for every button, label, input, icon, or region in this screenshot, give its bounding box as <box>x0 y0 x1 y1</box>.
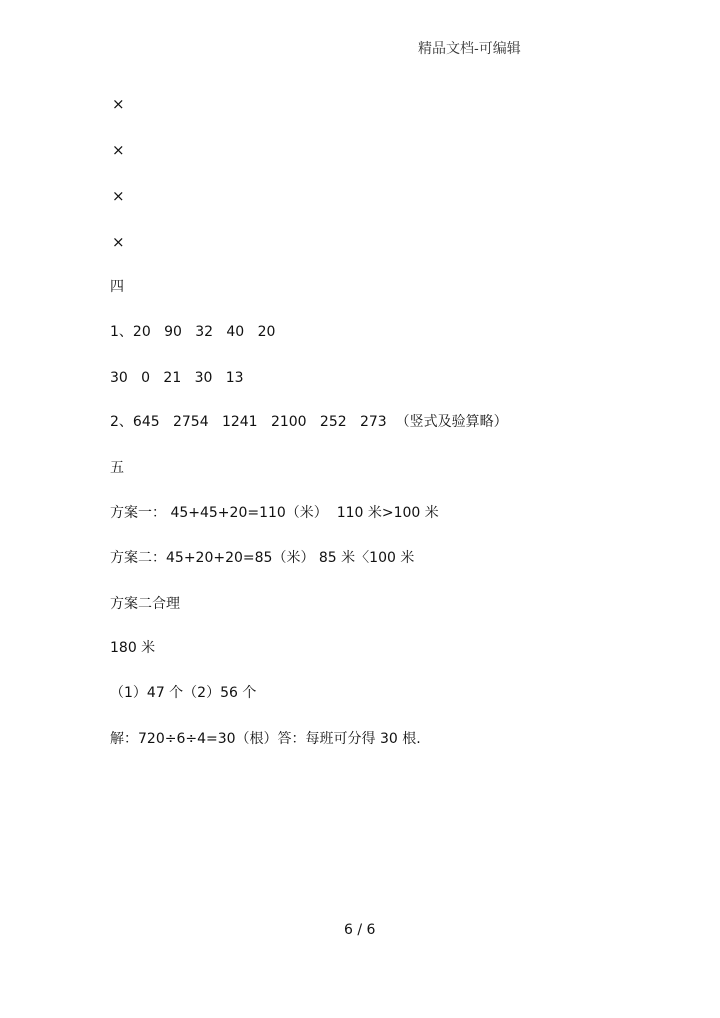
answer-solution: 解：720÷6÷4=30（根）答：每班可分得 30 根. <box>110 731 421 747</box>
cross-mark-4: × <box>112 233 125 251</box>
plan-one: 方案一： 45+45+20=110（米） 110 米>100 米 <box>110 505 439 521</box>
answer-line-3: 2、645 2754 1241 2100 252 273 （竖式及验算略） <box>110 414 508 430</box>
section-heading-five: 五 <box>110 460 124 476</box>
answer-counts: （1）47 个（2）56 个 <box>110 685 257 701</box>
answer-distance: 180 米 <box>110 640 156 656</box>
cross-mark-2: × <box>112 141 125 159</box>
plan-conclusion: 方案二合理 <box>110 596 180 612</box>
cross-mark-3: × <box>112 187 125 205</box>
plan-two: 方案二：45+20+20=85（米） 85 米〈100 米 <box>110 550 415 566</box>
page-number: 6 / 6 <box>344 922 376 938</box>
answer-line-2: 30 0 21 30 13 <box>110 370 244 386</box>
cross-mark-1: × <box>112 95 125 113</box>
answer-line-1: 1、20 90 32 40 20 <box>110 324 276 340</box>
section-heading-four: 四 <box>110 279 124 295</box>
page-header: 精品文档-可编辑 <box>418 41 521 57</box>
